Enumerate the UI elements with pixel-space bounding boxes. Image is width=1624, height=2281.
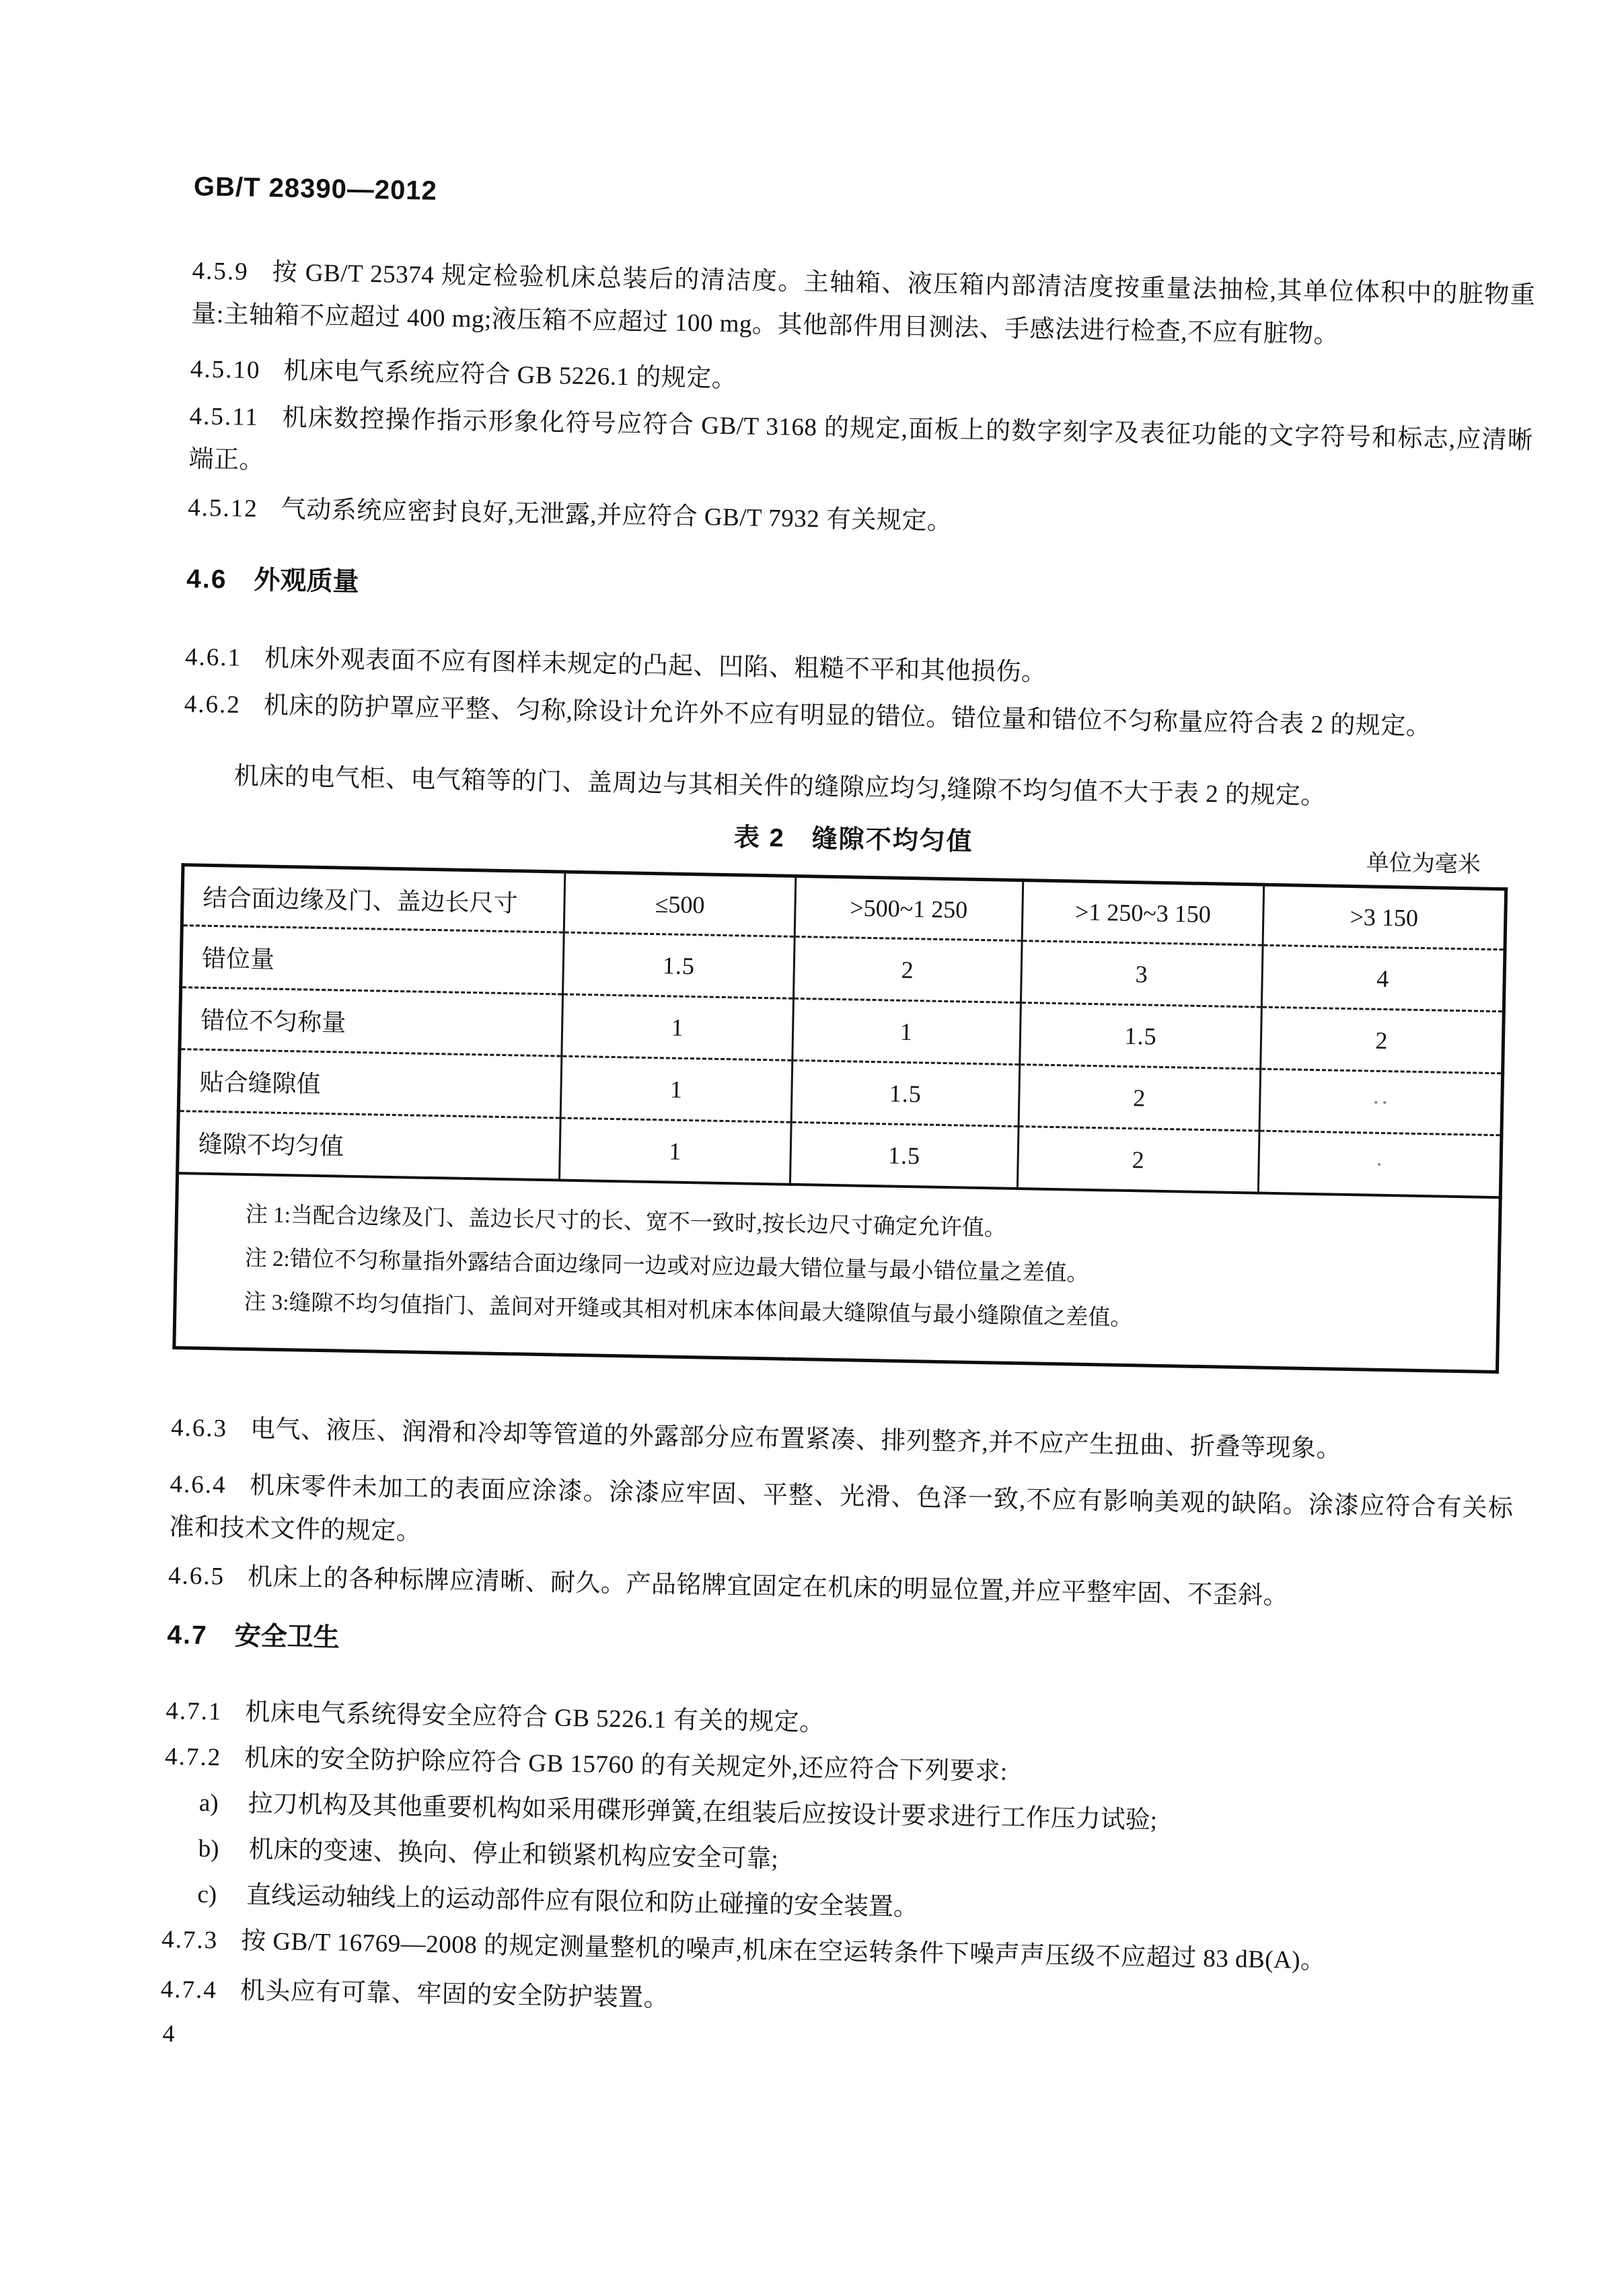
clause-4-6-4: [169, 1463, 1514, 1574]
table-cell: 1.5: [790, 1122, 1019, 1189]
clause-text: 机床零件未加工的表面应涂漆。涂漆应牢固、平整、光滑、色泽一致,不应有影响美观的缺陷。涂漆应符合有关标准和技术文件的规定。: [169, 1472, 1514, 1546]
list-item-label: a): [198, 1789, 219, 1818]
clause-4-5-9: [191, 250, 1536, 361]
table-cell: 1: [561, 1056, 792, 1122]
clause-4-6-3: [171, 1407, 1515, 1474]
clause-number: 4.6.1: [184, 643, 242, 672]
table-cell: 2: [1261, 1007, 1504, 1074]
row-label: 贴合缝隙值: [178, 1049, 562, 1118]
table-title: 表 2 缝隙不均匀值: [733, 823, 974, 856]
table-cell: 2: [793, 936, 1022, 1002]
list-item-text: 拉刀机构及其他重要机构如采用碟形弹簧,在组装后应按设计要求进行工作压力试验;: [248, 1790, 1158, 1834]
clause-text: 机床电气系统得安全应符合 GB 5226.1 有关的规定。: [245, 1698, 825, 1737]
clause-number: 4.5.11: [189, 402, 260, 432]
table-cell: 1: [562, 994, 793, 1060]
clause-number: 4.6.5: [168, 1561, 225, 1591]
clause-4-7-2-list: [162, 1781, 1508, 1941]
table-header-cell: >500~1 250: [795, 876, 1023, 940]
row-label: 错位不匀称量: [180, 987, 563, 1056]
table-2-gap-unevenness: [172, 863, 1508, 1374]
section-heading-4-7: [167, 1618, 1511, 1678]
clause-number: 4.5.12: [187, 494, 259, 523]
paragraph-text: 机床的电气柜、电气箱等的门、盖周边与其相关件的缝隙应均匀,缝隙不均匀值不大于表 2 的规定。: [233, 762, 1327, 811]
section-heading-4-6: [186, 562, 1530, 622]
paragraph-gap-requirement: [182, 754, 1526, 822]
clause-number: 4.5.9: [192, 257, 250, 286]
clause-number: 4.7.2: [164, 1742, 222, 1772]
section-number: 4.6: [186, 564, 227, 595]
clause-text: 按 GB/T 25374 规定检验机床总装后的清洁度。主轴箱、液压箱内部清洁度按重量法抽检,其单位体积中的脏物重量:主轴箱不应超过 400 mg;液压箱不应超过 100 mg。其他部件用目测法、手感法进行检查,不应有脏物。: [191, 258, 1536, 349]
table-cell: 1.5: [563, 932, 795, 998]
clause-number: 4.7.3: [161, 1925, 219, 1955]
table-header-cell: >3 150: [1263, 885, 1506, 950]
clause-number: 4.6.2: [184, 690, 242, 719]
clause-number: 4.6.3: [170, 1414, 228, 1443]
clause-number: 4.6.4: [170, 1470, 227, 1499]
clause-text: 机床电气系统应符合 GB 5226.1 的规定。: [283, 357, 737, 394]
clause-text: 气动系统应密封良好,无泄露,并应符合 GB/T 7932 有关规定。: [281, 495, 953, 536]
table-note-3: 注 3:缝隙不均匀值指门、盖间对开缝或其相对机床本体间最大缝隙值与最小缝隙值之差值。: [244, 1289, 1133, 1331]
list-item-label: c): [197, 1880, 217, 1909]
list-item-text: 直线运动轴线上的运动部件应有限位和防止碰撞的安全装置。: [246, 1881, 919, 1922]
clause-number: 4.5.10: [190, 355, 261, 385]
page-number: 4: [162, 2019, 176, 2048]
table-cell: 4: [1261, 945, 1505, 1012]
section-number: 4.7: [167, 1620, 209, 1651]
clause-number: 4.7.1: [165, 1696, 223, 1726]
table-cell: 2: [1017, 1127, 1259, 1193]
row-label: 缝隙不均匀值: [178, 1111, 561, 1181]
table-notes-cell: [174, 1173, 1500, 1372]
table-cell: 1: [560, 1118, 791, 1185]
table-cell: 3: [1021, 941, 1263, 1008]
row-label: 错位量: [181, 926, 564, 994]
section-title: 安全卫生: [234, 1621, 340, 1653]
table-header-cell: ≤500: [564, 872, 796, 936]
clause-text: 机床外观表面不应有图样未规定的凸起、凹陷、粗糙不平和其他损伤。: [264, 644, 1047, 687]
list-item-label: b): [198, 1834, 219, 1863]
table-header-cell: >1 250~3 150: [1022, 881, 1264, 946]
clause-text: 机床的防护罩应平整、匀称,除设计允许外不应有明显的错位。错位量和错位不匀称量应符合表 2 的规定。: [263, 691, 1432, 741]
table-note-1: 注 1:当配合边缘及门、盖边长尺寸的长、宽不一致时,按长边尺寸确定允许值。: [245, 1202, 1007, 1241]
doc-code: GB/T 28390—2012: [193, 172, 438, 206]
table-cell-smudge: ··: [1259, 1069, 1503, 1135]
table-cell: 1: [792, 998, 1021, 1064]
table-note-2: 注 2:错位不匀称量指外露结合面边缘同一边或对应边最大错位量与最小错位量之差值。: [244, 1246, 1089, 1286]
clause-text: 按 GB/T 16769—2008 的规定测量整机的噪声,机床在空运转条件下噪声声压级不应超过 83 dB(A)。: [240, 1927, 1326, 1975]
table-unit-label: 单位为毫米: [1366, 850, 1481, 878]
table-header-cell: 结合面边缘及门、盖边长尺寸: [202, 884, 518, 917]
list-item-text: 机床的变速、换向、停止和锁紧机构应安全可靠;: [248, 1836, 779, 1873]
clause-text: 电气、液压、润滑和冷却等管道的外露部分应布置紧凑、排列整齐,并不应产生扭曲、折叠等现象。: [250, 1415, 1342, 1463]
clause-text: 机床上的各种标牌应清晰、耐久。产品铭牌宜固定在机床的明显位置,并应平整牢固、不歪斜。: [247, 1563, 1289, 1610]
section-title: 外观质量: [254, 566, 359, 597]
table-cell: 2: [1019, 1065, 1261, 1131]
clause-text: 机床数控操作指示形象化符号应符合 GB/T 3168 的规定,面板上的数字刻字及表征功能的文字符号和标志,应清晰端正。: [188, 404, 1533, 475]
clause-text: 机头应有可靠、牢固的安全防护装置。: [239, 1977, 669, 2013]
clause-number: 4.7.4: [160, 1975, 218, 2005]
table-cell-smudge: ·: [1258, 1131, 1502, 1197]
table-notes-row: [174, 1173, 1500, 1372]
table-cell: 1.5: [791, 1060, 1020, 1126]
table-cell: 1.5: [1020, 1003, 1262, 1070]
clause-text: 机床的安全防护除应符合 GB 15760 的有关规定外,还应符合下列要求:: [244, 1744, 1008, 1786]
table-caption: [182, 811, 1526, 878]
